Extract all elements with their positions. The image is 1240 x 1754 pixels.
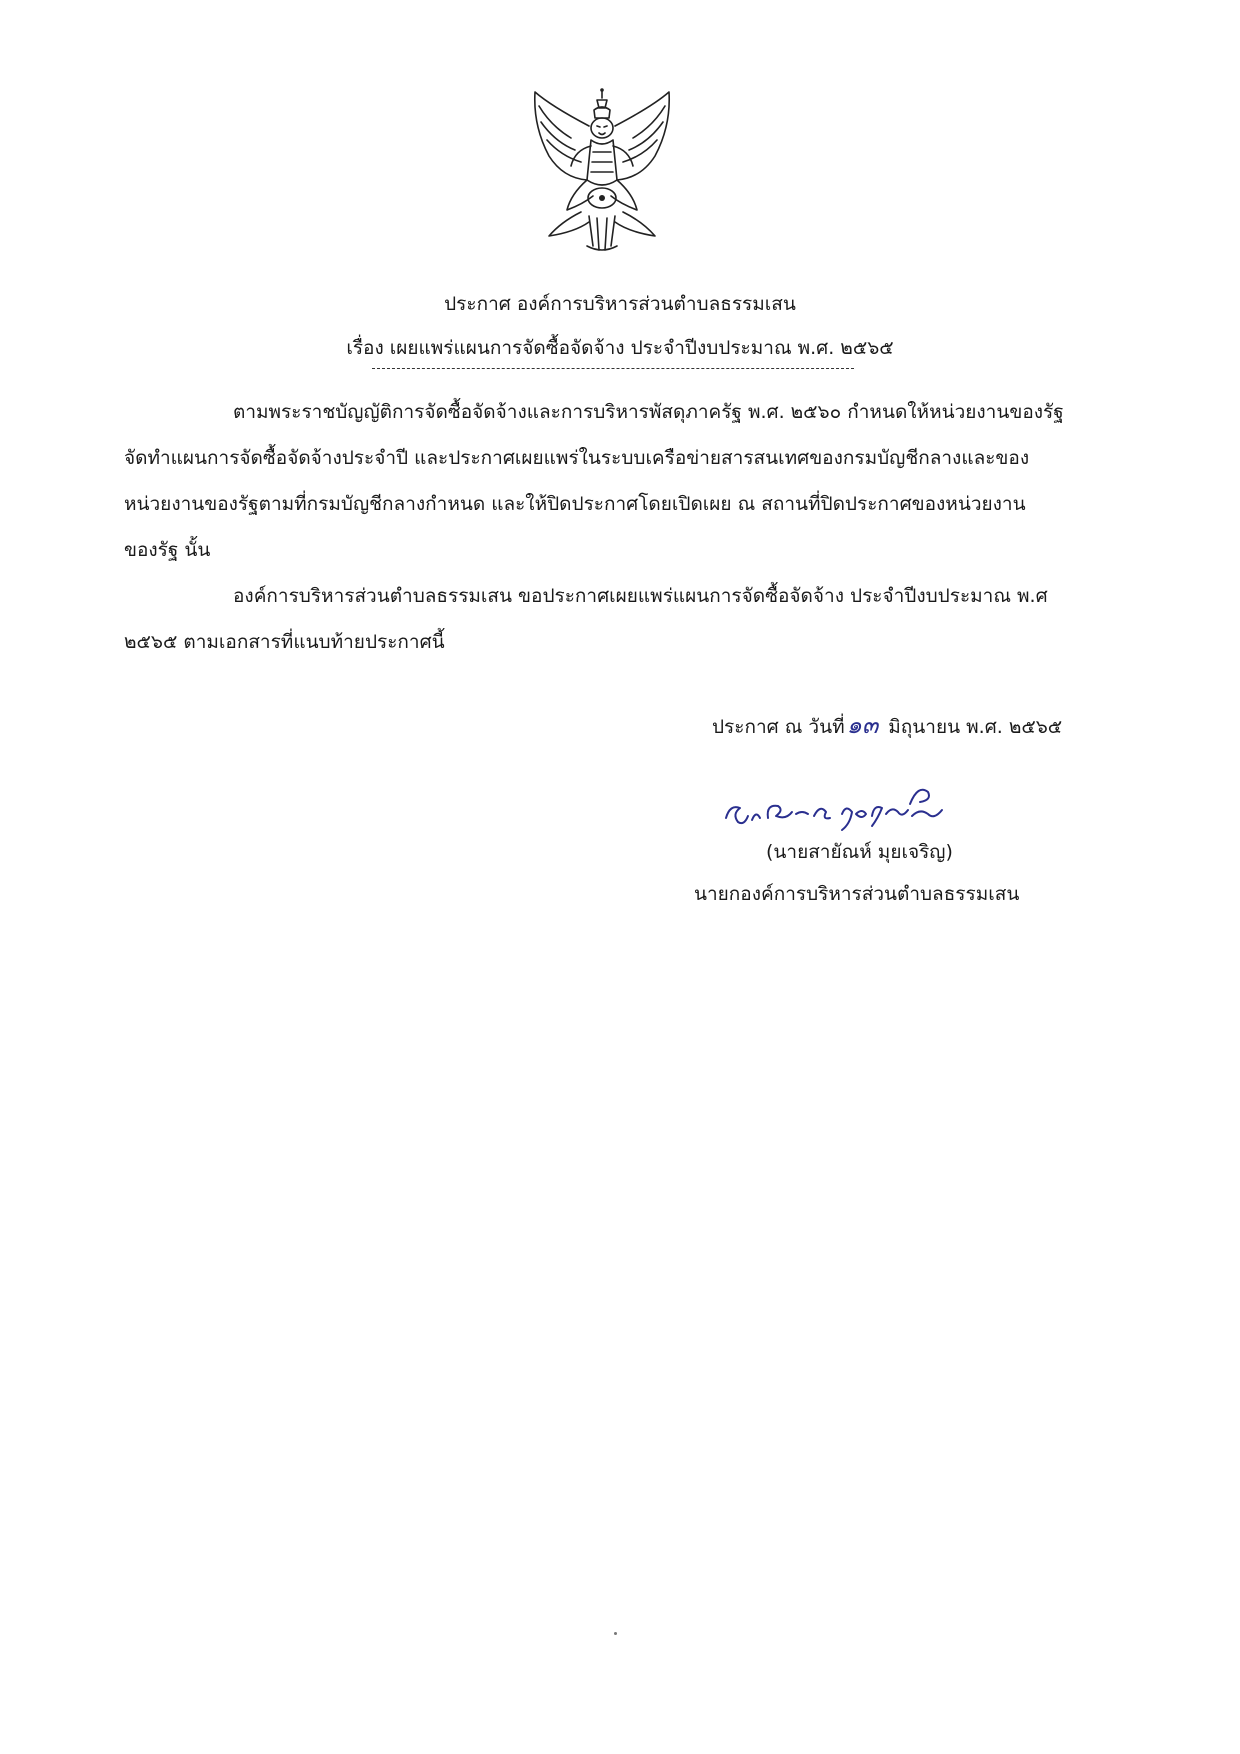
announcement-date — [712, 710, 1062, 742]
announcement-title: ประกาศ องค์การบริหารส่วนตำบลธรรมเสน — [444, 293, 796, 315]
body-paragraph-1-line-2: จัดทำแผนการจัดซื้อจัดจ้างประจำปี และประกาศเผยแพร่ในระบบเครือข่ายสารสนเทศของกรมบัญชีกลางและของ — [124, 447, 1030, 469]
date-prefix: ประกาศ ณ วันที่ — [712, 716, 845, 738]
signatory-position: นายกองค์การบริหารส่วนตำบลธรรมเสน — [694, 883, 1020, 905]
body-paragraph-2-line-2: ๒๕๖๕ ตามเอกสารที่แนบท้ายประกาศนี้ — [124, 631, 445, 653]
divider-rule — [372, 368, 854, 369]
body-paragraph-1-line-3: หน่วยงานของรัฐตามที่กรมบัญชีกลางกำหนด และให้ปิดประกาศโดยเปิดเผย ณ สถานที่ปิดประกาศของหน่วยงาน — [124, 493, 1026, 515]
announcement-subject: เรื่อง เผยแพร่แผนการจัดซื้อจัดจ้าง ประจำปีงบประมาณ พ.ศ. ๒๕๖๕ — [346, 337, 894, 359]
body-paragraph-1-line-4: ของรัฐ นั้น — [124, 539, 211, 561]
body-paragraph-1-line-1: ตามพระราชบัญญัติการจัดซื้อจัดจ้างและการบริหารพัสดุภาครัฐ พ.ศ. ๒๕๖๐ กำหนดให้หน่วยงานของรัฐ — [233, 401, 1064, 423]
body-paragraph-2-line-1: องค์การบริหารส่วนตำบลธรรมเสน ขอประกาศเผยแพร่แผนการจัดซื้อจัดจ้าง ประจำปีงบประมาณ พ.ศ — [233, 585, 1048, 607]
scan-speck — [614, 1632, 617, 1635]
handwritten-signature — [722, 774, 952, 834]
date-suffix: มิถุนายน พ.ศ. ๒๕๖๕ — [888, 716, 1063, 738]
garuda-emblem — [531, 86, 673, 256]
signatory-name: (นายสายัณห์ มุยเจริญ) — [766, 841, 953, 863]
date-day-handwritten: ๑๓ — [846, 711, 879, 739]
